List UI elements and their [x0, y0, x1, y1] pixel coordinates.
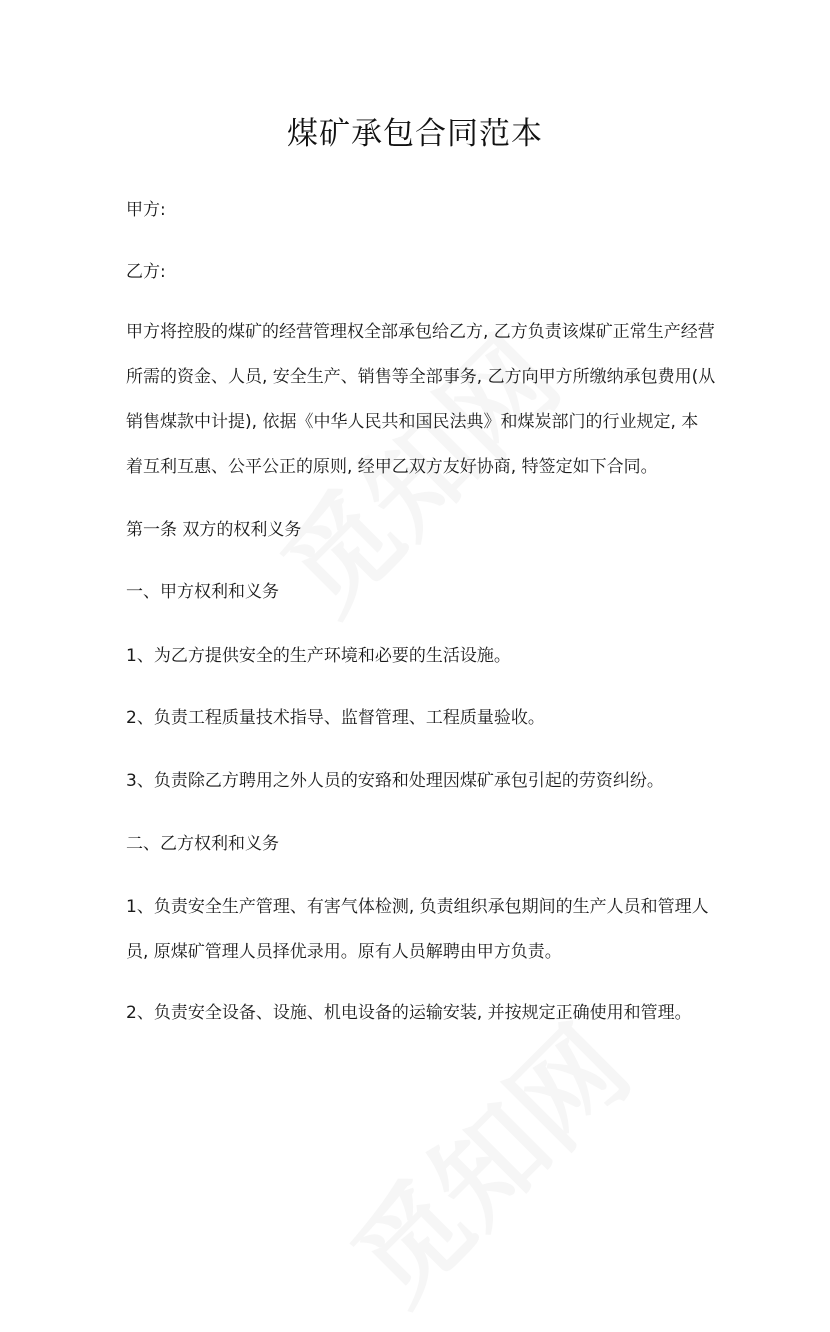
section-a-heading: 一、甲方权利和义务 — [126, 582, 279, 602]
section-b-item-1-line: 1、负责安全生产管理、有害气体检测, 负责组织承包期间的生产人员和管理人 — [126, 897, 709, 917]
party-a-label: 甲方: — [126, 200, 166, 220]
watermark-bottom — [312, 986, 657, 1331]
intro-paragraph — [126, 318, 716, 498]
section-b-item-2: 2、负责安全设备、设施、机电设备的运输安装, 并按规定正确使用和管理。 — [126, 1003, 692, 1023]
intro-line: 甲方将控股的煤矿的经营管理权全部承包给乙方, 乙方负责该煤矿正常生产经营 — [126, 322, 715, 342]
intro-line: 着互利互惠、公平公正的原则, 经甲乙双方友好协商, 特签定如下合同。 — [126, 457, 658, 477]
intro-line: 销售煤款中计提), 依据《中华人民共和国民法典》和煤炭部门的行业规定, 本 — [126, 412, 699, 432]
section-b-item-1 — [126, 893, 709, 983]
article1-heading: 第一条 双方的权利义务 — [126, 520, 302, 540]
document-title: 煤矿承包合同范本 — [287, 116, 543, 152]
section-a-item-1: 1、为乙方提供安全的生产环境和必要的生活设施。 — [126, 646, 511, 666]
section-a-item-2: 2、负责工程质量技术指导、监督管理、工程质量验收。 — [126, 708, 545, 728]
section-b-item-1-line: 员, 原煤矿管理人员择优录用。原有人员解聘由甲方负责。 — [126, 942, 562, 962]
section-a-item-3: 3、负责除乙方聘用之外人员的安臵和处理因煤矿承包引起的劳资纠纷。 — [126, 771, 664, 791]
intro-line: 所需的资金、人员, 安全生产、销售等全部事务, 乙方向甲方所缴纳承包费用(从 — [126, 367, 716, 387]
section-b-heading: 二、乙方权利和义务 — [126, 834, 279, 854]
party-b-label: 乙方: — [126, 262, 166, 282]
